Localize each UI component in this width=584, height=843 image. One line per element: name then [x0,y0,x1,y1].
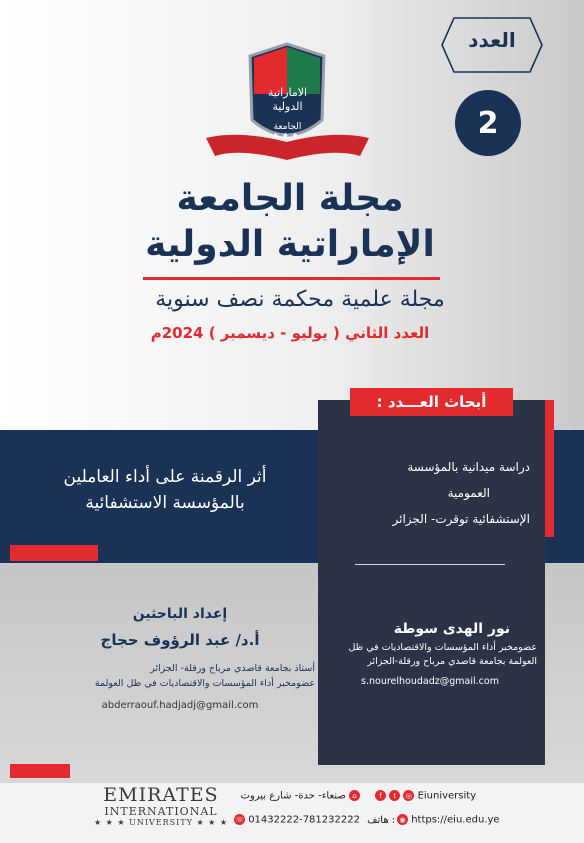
article-title-line2: بالمؤسسة الاستشفائية [85,493,245,513]
social-handle: Eiuniversity [417,790,477,802]
author1-name: أ.د/ عبد الرؤوف حجاج [100,631,260,649]
facebook-icon: f [375,790,386,801]
prepared-by: إعداد الباحثين [132,606,228,622]
author1-aff-line1: أستاذ بجامعة قاصدي مرباح ورقلة- الجزائر [150,663,315,674]
article-subtitle [330,454,530,532]
article-title [30,464,300,516]
article-subtitle-line1: دراسة ميدانية بالمؤسسة [407,460,530,474]
author2-aff-line2: العولمة بجامعة قاصدي مرباح ورقلة-الجزائر [367,656,537,667]
author1-affiliation [25,661,315,691]
author2-affiliation [322,641,537,669]
journal-title-line1: مجلة الجامعة [176,178,404,219]
footer-social[interactable] [375,790,476,802]
twitter-icon: t [389,790,400,801]
red-accent-bar [10,764,70,778]
author2-name: نور الهدى سوطة [393,621,510,637]
issue-period: العدد الثاني ( يوليو - ديسمبر ) 2024م [150,324,430,342]
article-title-line1: أثر الرقمنة على أداء العاملين [63,467,267,487]
red-accent-bar [10,545,98,561]
address-text: صنعاء- حدة- شارع بيروت [240,790,346,802]
svg-text:★ ★ ★: ★ ★ ★ [272,131,299,140]
issue-label: العدد [468,28,516,52]
brand-line2: INTERNATIONAL [104,805,218,818]
footer-phone [234,814,395,826]
logo-text-3: الجامعة [273,122,302,132]
logo-text-1: الاماراتية [267,86,308,99]
journal-title-line2: الإماراتية الدولية [145,224,435,265]
research-tag: أبحاث العـــدد : [350,388,513,416]
title-underline [143,277,440,280]
author1-aff-line2: عضومخبر أداء المؤسسات والاقتصاديات في ظل العولمة [94,678,315,689]
article-subtitle-line3: الإستشفائية توقرت- الجزائر [392,512,530,526]
author2-aff-line1: عضومخبر أداء المؤسسات والاقتصاديات في ظل [348,642,537,653]
brand-logo [86,786,236,828]
home-icon: ⌂ [349,790,360,801]
brand-line3: ★ ★ ★ UNIVERSITY ★ ★ ★ [93,818,229,827]
author2-email: s.nourelhoudadz@gmail.com [361,676,499,687]
web-icon: ◉ [397,814,408,825]
instagram-icon: ◎ [403,790,414,801]
phone-label: هاتف : [367,814,396,826]
brand-line1: EMIRATES [103,784,219,806]
divider [355,564,505,565]
journal-subtitle: مجلة علمية محكمة نصف سنوية [155,287,445,312]
red-accent-bar [545,400,554,537]
phone-icon: ☏ [235,815,244,824]
logo-text-2: الدولية [272,100,303,113]
issue-number: 2 [455,90,521,156]
footer-address [230,790,360,802]
phone-number: 01432222-781232222 [248,814,360,826]
author1-email: abderraouf.hadjadj@gmail.com [101,700,259,711]
article-subtitle-line2: العمومية [447,486,490,500]
website-link[interactable]: https://eiu.edu.ye [411,814,500,826]
footer-web[interactable] [397,814,500,826]
